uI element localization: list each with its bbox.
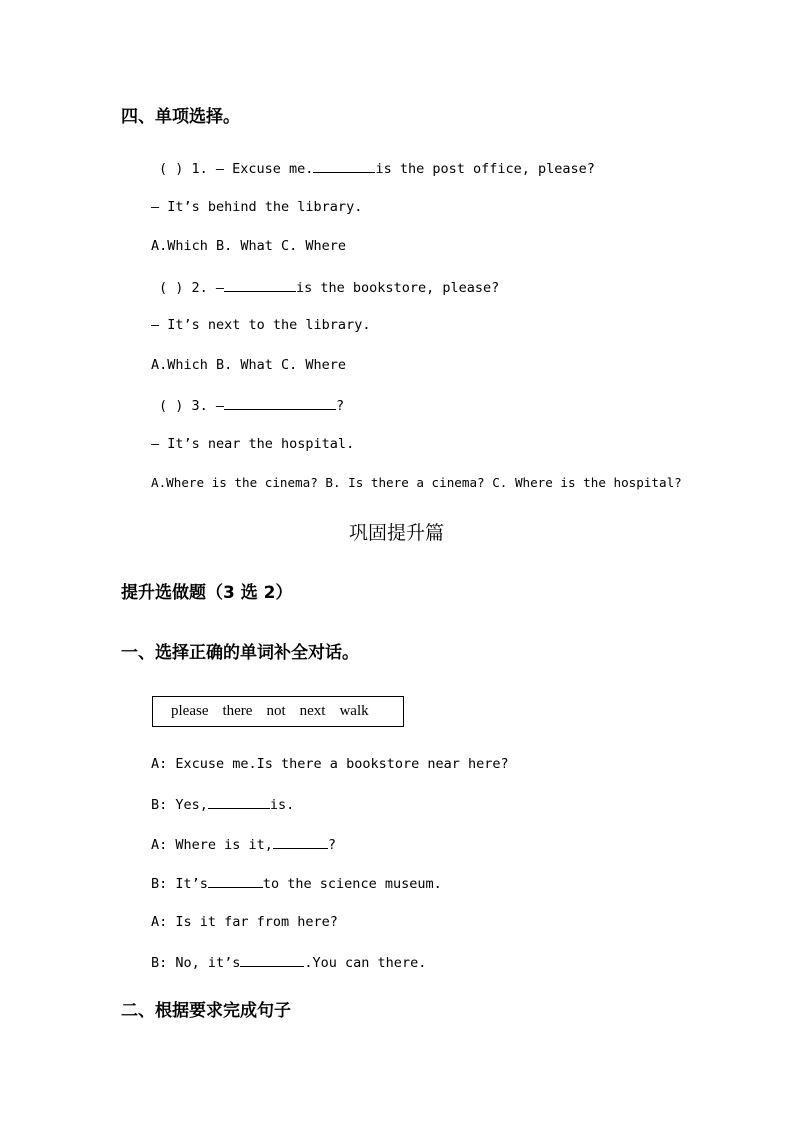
question-2-answer: — It’s next to the library.	[151, 317, 371, 333]
dialog-line-2	[151, 794, 294, 814]
question-2-stem	[159, 277, 499, 297]
dialog-2-prefix: B: Yes,	[151, 797, 208, 813]
dialog-line-5: A: Is it far from here?	[151, 914, 338, 930]
question-2-options: A.Which B. What C. Where	[151, 357, 347, 373]
dialog-4-suffix: to the science museum.	[262, 876, 442, 892]
q3-prefix: ( ) 3. —	[159, 398, 225, 414]
question-1-options: A.Which B. What C. Where	[151, 238, 347, 254]
dialog-6-blank	[240, 952, 304, 967]
dialog-3-prefix: A: Where is it,	[151, 837, 273, 853]
dialog-3-blank	[273, 834, 328, 849]
q1-prefix: ( ) 1. — Excuse me.	[159, 161, 314, 177]
q1-suffix: is the post office, please?	[375, 161, 595, 177]
dialog-line-4	[151, 873, 442, 893]
dialog-line-6	[151, 952, 426, 972]
dialog-line-3	[151, 834, 336, 854]
dialog-4-blank	[208, 873, 263, 888]
word-next: next	[299, 703, 326, 719]
section4-heading: 四、单项选择。	[121, 107, 240, 127]
dialog-line-1: A: Excuse me.Is there a bookstore near here?	[151, 756, 509, 772]
q3-blank	[224, 395, 336, 410]
part1-heading: 一、选择正确的单词补全对话。	[121, 643, 359, 663]
dialog-2-blank	[208, 794, 270, 809]
q2-prefix: ( ) 2. —	[159, 280, 225, 296]
dialog-3-suffix: ?	[327, 837, 337, 853]
question-3-answer: — It’s near the hospital.	[151, 436, 355, 452]
q3-suffix: ?	[336, 398, 345, 414]
word-not: not	[266, 703, 286, 719]
part2-heading: 二、根据要求完成句子	[121, 1001, 291, 1021]
dialog-2-suffix: is.	[269, 797, 295, 813]
advanced-title: 巩固提升篇	[348, 522, 444, 544]
word-bank-box	[152, 696, 404, 727]
q1-blank	[313, 158, 375, 173]
dialog-6-prefix: B: No, it’s	[151, 955, 241, 971]
question-1-stem	[159, 158, 595, 178]
advanced-subtitle: 提升选做题（3 选 2）	[121, 583, 293, 603]
word-there: there	[222, 703, 253, 719]
dialog-6-suffix: .You can there.	[304, 955, 427, 971]
question-3-options: A.Where is the cinema? B. Is there a cinema? C. Where is the hospital?	[151, 475, 682, 490]
q2-blank	[224, 277, 296, 292]
question-1-answer: — It’s behind the library.	[151, 199, 363, 215]
word-please: please	[171, 703, 209, 719]
q2-suffix: is the bookstore, please?	[296, 280, 500, 296]
dialog-4-prefix: B: It’s	[151, 876, 208, 892]
word-walk: walk	[339, 703, 369, 719]
question-3-stem	[159, 395, 344, 415]
